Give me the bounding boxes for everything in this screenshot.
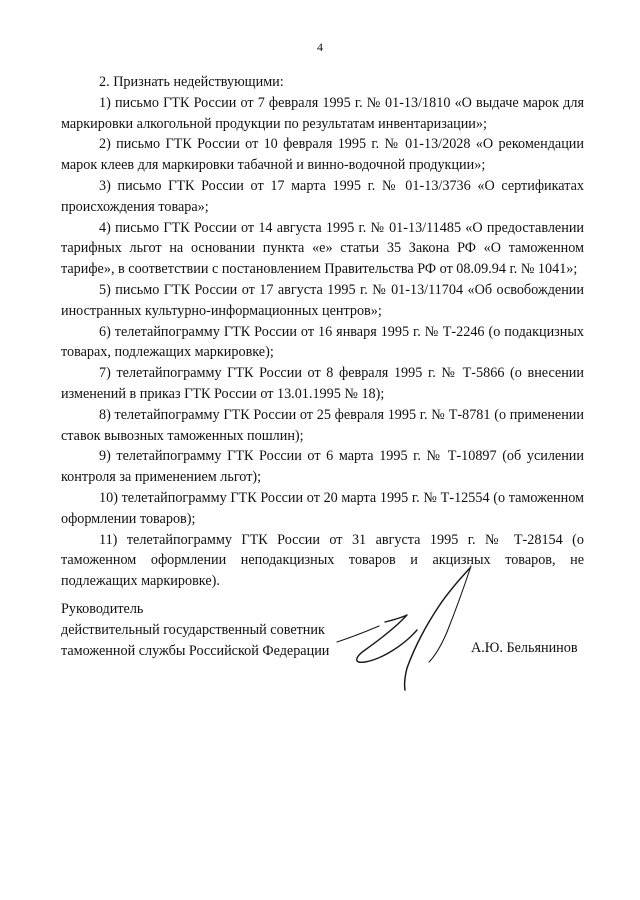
list-item-10: 10) телетайпограмму ГТК России от 20 марта 1995 г. № Т-12554 (о таможенном оформлении товаров); (61, 489, 584, 527)
signatory-name: А.Ю. Бельянинов (471, 640, 578, 656)
list-item-4: 4) письмо ГТК России от 14 августа 1995 г. № 01-13/11485 «О предоставлении тарифных льгот на основании пункта «е» статьи 35 Закона РФ «О таможенном тарифе», в соответствии с постановлением Правительства РФ от 08.09.94 г. № 1041»; (61, 219, 584, 278)
list-item-6: 6) телетайпограмму ГТК России от 16 января 1995 г. № Т-2246 (о подакцизных товарах, подлежащих маркировке); (61, 323, 584, 361)
handwritten-signature-icon (335, 560, 480, 695)
section-heading: 2. Признать недействующими: (99, 74, 284, 90)
list-item-11: 11) телетайпограмму ГТК России от 31 августа 1995 г. № Т-28154 (о таможенном оформлении неподакцизных товаров и акцизных товаров, не подлежащих маркировке). (61, 531, 584, 590)
list-item-7: 7) телетайпограмму ГТК России от 8 февраля 1995 г. № Т-5866 (о внесении изменений в приказ ГТК России от 13.01.1995 № 18); (61, 365, 584, 402)
signatory-title (61, 599, 329, 661)
list-item-5: 5) письмо ГТК России от 17 августа 1995 г. № 01-13/11704 «Об освобождении иностранных культурно-информационных центров»; (61, 281, 584, 319)
signatory-title-line-1: Руководитель (61, 601, 144, 617)
list-item-8: 8) телетайпограмму ГТК России от 25 февраля 1995 г. № Т-8781 (о применении ставок вывозных таможенных пошлин); (61, 406, 584, 444)
signatory-title-line-2: действительный государственный советник (61, 621, 325, 638)
signatory-title-line-3: таможенной службы Российской Федерации (61, 642, 330, 659)
list-item-2: 2) письмо ГТК России от 10 февраля 1995 г. № 01-13/2028 «О рекомендации марок клеев для маркировки табачной и винно-водочной продукции»; (61, 136, 584, 174)
list-item-9: 9) телетайпограмму ГТК России от 6 марта 1995 г. № Т-10897 (об усилении контроля за применением льгот); (61, 448, 584, 486)
page-number: 4 (317, 40, 323, 54)
list-item-1: 1) письмо ГТК России от 7 февраля 1995 г. № 01-13/1810 «О выдаче марок для маркировки алкогольной продукции по результатам инвентаризации»; (61, 94, 584, 132)
list-item-3: 3) письмо ГТК России от 17 марта 1995 г. № 01-13/3736 «О сертификатах происхождения товара»; (61, 177, 584, 215)
document-body (61, 72, 584, 592)
